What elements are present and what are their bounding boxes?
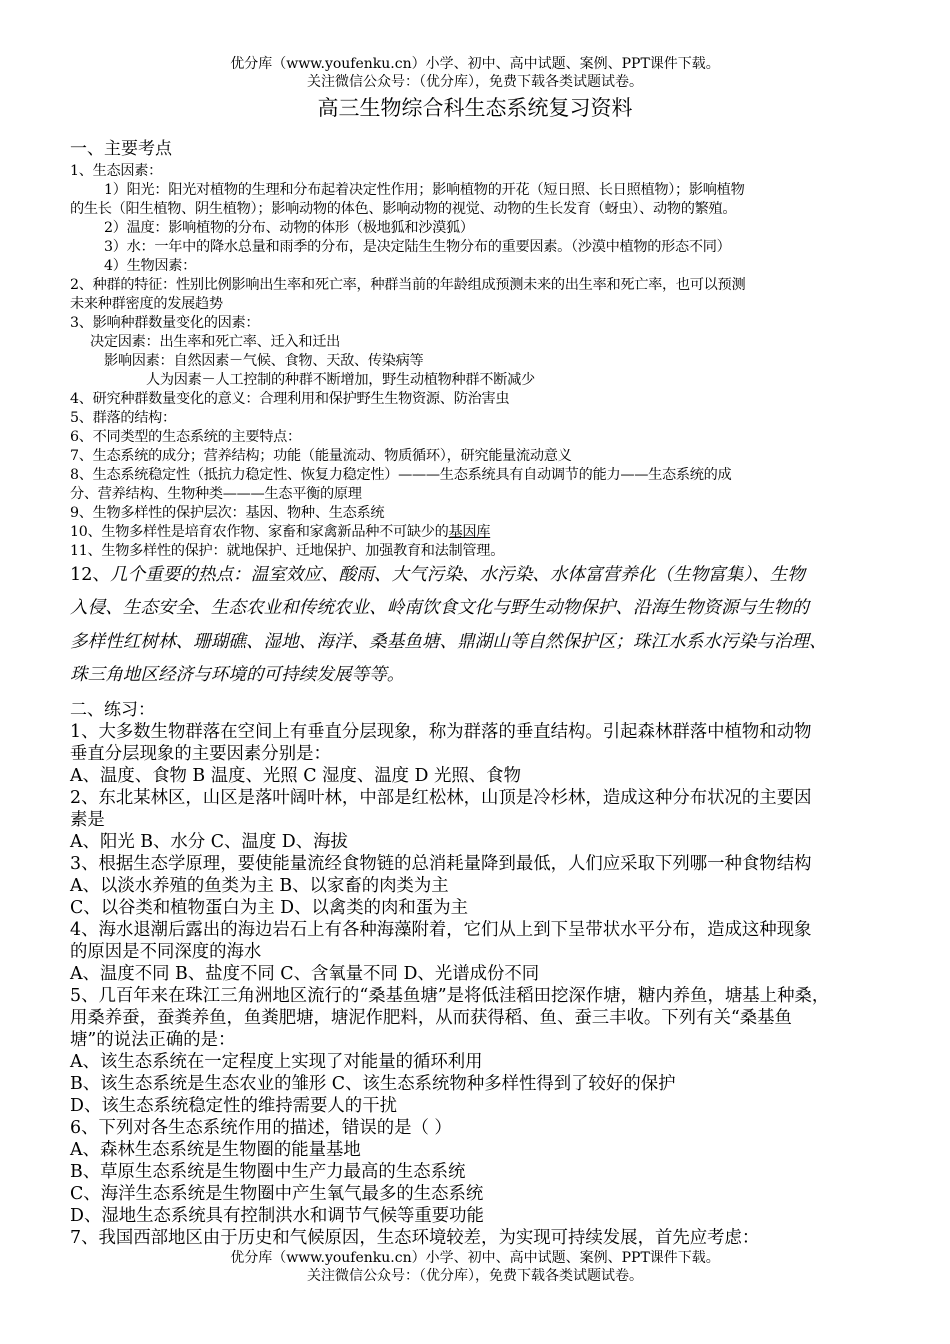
hot-topics-text: 几个重要的热点：温室效应、酸雨、大气污染、水污染、水体富营养化（生物富集）、生物: [109, 565, 805, 585]
exercise-line: 1、大多数生物群落在空间上有垂直分层现象，称为群落的垂直结构。引起森林群落中植物和动物: [70, 722, 812, 742]
exercise-line: C、以谷类和植物蛋白为主 D、以禽类的肉和蛋为主: [70, 898, 468, 918]
footer-line-1: 优分库（www.youfenku.cn）小学、初中、高中试题、案例、PPT课件下载。: [230, 1250, 720, 1266]
point-line: 3）水：一年中的降水总量和雨季的分布，是决定陆生生物分布的重要因素。（沙漠中植物的形态不同）: [104, 239, 731, 255]
point-text: 10、生物多样性是培育农作物、家畜和家禽新品种不可缺少的: [70, 524, 449, 540]
hot-topics-number: 12、: [70, 565, 110, 585]
exercise-line: 3、根据生态学原理，要使能量流经食物链的总消耗量降到最低，人们应采取下列哪一种食物结构: [70, 854, 812, 874]
point-line: 影响因素：自然因素－气候、食物、天敌、传染病等: [104, 353, 424, 369]
hot-topics-text: 入侵、生态安全、生态农业和传统农业、岭南饮食文化与野生动物保护、沿海生物资源与生物的: [70, 598, 809, 618]
exercise-line: 用桑养蚕，蚕粪养鱼，鱼粪肥塘，塘泥作肥料，从而获得稻、鱼、蚕三丰收。下列有关“桑基鱼: [70, 1008, 792, 1028]
point-line: 1、生态因素：: [70, 163, 163, 179]
point-line: 分、营养结构、生物种类———生态平衡的原理: [70, 486, 362, 502]
exercise-line: A、该生态系统在一定程度上实现了对能量的循环利用: [70, 1052, 483, 1072]
point-line: 的生长（阳生植物、阴生植物）；影响动物的体色、影响动物的视觉、动物的生长发育（蚜虫）、动物的繁殖。: [70, 201, 737, 217]
header-line-2: 关注微信公众号：（优分库），免费下载各类试题试卷。: [307, 74, 643, 90]
exercise-line: 4、海水退潮后露出的海边岩石上有各种海藻附着，它们从上到下呈带状水平分布，造成这种现象: [70, 920, 812, 940]
exercise-line: A、温度不同 B、盐度不同 C、含氧量不同 D、光谱成份不同: [70, 964, 540, 984]
point-line: 2、种群的特征：性别比例影响出生率和死亡率，种群当前的年龄组成预测未来的出生率和死亡率，也可以预测: [70, 277, 746, 293]
exercise-line: B、该生态系统是生态农业的雏形 C、该生态系统物种多样性得到了较好的保护: [70, 1074, 676, 1094]
point-line: 4）生物因素：: [104, 258, 197, 274]
point-line: 11、生物多样性的保护：就地保护、迁地保护、加强教育和法制管理。: [70, 543, 505, 559]
section-heading-exercises: 二、练习：: [70, 700, 155, 720]
point-line: 未来种群密度的发展趋势: [70, 296, 223, 312]
hot-topics-line: [70, 627, 827, 657]
point-line: 7、生态系统的成分；营养结构；功能（能量流动、物质循环），研究能量流动意义: [70, 448, 572, 464]
header-line-1: 优分库（www.youfenku.cn）小学、初中、高中试题、案例、PPT课件下载。: [230, 56, 720, 72]
hot-topics-line: [70, 560, 805, 590]
point-line: 人为因素－人工控制的种群不断增加，野生动植物种群不断减少: [146, 372, 535, 388]
exercise-line: D、湿地生态系统具有控制洪水和调节气候等重要功能: [70, 1206, 484, 1226]
point-line: [70, 523, 490, 542]
point-line: 6、不同类型的生态系统的主要特点：: [70, 429, 301, 445]
point-line: 2）温度：影响植物的分布、动物的体形（极地狐和沙漠狐）: [104, 220, 474, 236]
gene-pool-term: 基因库: [448, 524, 491, 540]
exercise-line: 塘”的说法正确的是：: [70, 1030, 236, 1050]
exercise-line: A、以淡水养殖的鱼类为主 B、以家畜的肉类为主: [70, 876, 449, 896]
section-heading-key-points: 一、主要考点: [70, 139, 172, 159]
exercise-line: A、森林生态系统是生物圈的能量基地: [70, 1140, 361, 1160]
exercise-line: 7、我国西部地区由于历史和气候原因，生态环境较差，为实现可持续发展，首先应考虑：: [70, 1228, 760, 1248]
exercise-line: A、温度、食物 B 温度、光照 C 湿度、温度 D 光照、食物: [70, 766, 521, 786]
point-line: 5、群落的结构：: [70, 410, 176, 426]
page-title: 高三生物综合科生态系统复习资料: [317, 96, 633, 120]
hot-topics-line: [70, 593, 809, 623]
exercise-line: 5、几百年来在珠江三角洲地区流行的“桑基鱼塘”是将低洼稻田挖深作塘，糖内养鱼，塘基上种桑，: [70, 986, 830, 1006]
exercise-line: B、草原生态系统是生物圈中生产力最高的生态系统: [70, 1162, 466, 1182]
exercise-line: 素是: [70, 810, 105, 830]
exercise-line: 垂直分层现象的主要因素分别是：: [70, 744, 331, 764]
point-line: 9、生物多样性的保护层次：基因、物种、生态系统: [70, 505, 385, 521]
exercise-line: 2、东北某林区，山区是落叶阔叶林，中部是红松林，山顶是冷杉林，造成这种分布状况的主要因: [70, 788, 812, 808]
exercise-line: 的原因是不同深度的海水: [70, 942, 262, 962]
hot-topics-text: 多样性红树林、珊瑚礁、湿地、海洋、桑基鱼塘、鼎湖山等自然保护区；珠江水系水污染与治理、: [70, 632, 827, 652]
hot-topics-line: [70, 660, 404, 690]
exercise-line: A、阳光 B、水分 C、温度 D、海拔: [70, 832, 348, 852]
point-line: 1）阳光：阳光对植物的生理和分布起着决定性作用；影响植物的开花（短日照、长日照植物）；影响植物: [104, 182, 745, 198]
point-line: 8、生态系统稳定性（抵抗力稳定性、恢复力稳定性）———生态系统具有自动调节的能力——生态系统的成: [70, 467, 732, 483]
exercise-line: 6、下列对各生态系统作用的描述，错误的是（ ）: [70, 1118, 452, 1138]
point-line: 4、研究种群数量变化的意义：合理利用和保护野生生物资源、防治害虫: [70, 391, 510, 407]
point-line: 3、影响种群数量变化的因素：: [70, 315, 260, 331]
hot-topics-text: 珠三角地区经济与环境的可持续发展等等。: [70, 665, 405, 685]
exercise-line: D、该生态系统稳定性的维持需要人的干扰: [70, 1096, 397, 1116]
footer-line-2: 关注微信公众号：（优分库），免费下载各类试题试卷。: [307, 1268, 643, 1284]
exercise-line: C、海洋生态系统是生物圈中产生氧气最多的生态系统: [70, 1184, 484, 1204]
point-line: 决定因素：出生率和死亡率、迁入和迁出: [90, 334, 340, 350]
